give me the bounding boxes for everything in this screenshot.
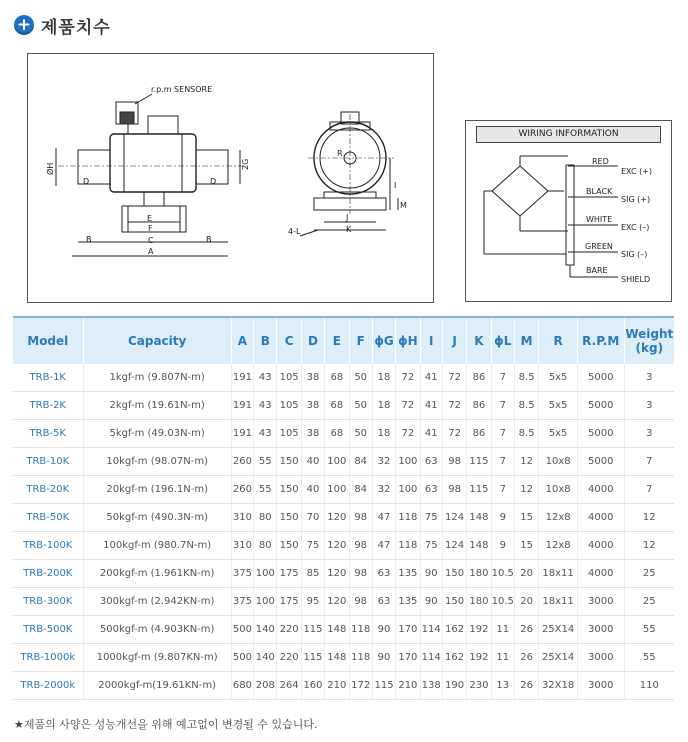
table-cell: 210	[325, 672, 349, 700]
dim-h: ØH	[46, 162, 55, 175]
table-row	[13, 588, 674, 616]
spec-table	[13, 316, 674, 700]
table-cell: 63	[420, 476, 442, 504]
table-cell: 3	[624, 392, 674, 420]
table-cell: 72	[396, 420, 420, 448]
table-cell: 4000	[577, 504, 624, 532]
table-header-row	[13, 317, 674, 364]
table-cell: 7	[491, 476, 514, 504]
table-cell: 7	[491, 420, 514, 448]
table-cell: 220	[277, 616, 301, 644]
table-cell: 98	[349, 588, 372, 616]
table-cell: 25X14	[539, 616, 578, 644]
table-cell: 68	[325, 364, 349, 392]
table-cell: 12	[514, 476, 538, 504]
table-cell: 100	[254, 588, 277, 616]
table-cell: 47	[372, 532, 395, 560]
table-cell: 4000	[577, 560, 624, 588]
table-cell: 10x8	[539, 476, 578, 504]
table-cell: 208	[254, 672, 277, 700]
table-cell: 80	[254, 532, 277, 560]
table-cell: 115	[301, 616, 324, 644]
table-cell: 7	[624, 448, 674, 476]
dim-l: 4-L	[288, 227, 301, 236]
model-cell: TRB-50K	[13, 504, 83, 532]
table-cell: 310	[231, 532, 253, 560]
table-cell: 300kgf-m (2.942KN-m)	[83, 588, 231, 616]
table-cell: 100	[325, 448, 349, 476]
table-cell: 100	[396, 448, 420, 476]
table-cell: 7	[491, 392, 514, 420]
table-cell: 115	[372, 672, 395, 700]
section-header	[14, 12, 111, 38]
table-cell: 191	[231, 420, 253, 448]
wire-green-signal: SIG (–)	[621, 250, 648, 259]
wire-white-color: WHITE	[586, 215, 613, 224]
table-cell: 20kgf-m (196.1N-m)	[83, 476, 231, 504]
table-cell: 264	[277, 672, 301, 700]
column-header: K	[467, 317, 491, 364]
table-row	[13, 644, 674, 672]
model-cell: TRB-300K	[13, 588, 83, 616]
table-cell: 20	[514, 588, 538, 616]
column-header: C	[277, 317, 301, 364]
table-row	[13, 672, 674, 700]
table-cell: 200kgf-m (1.961KN-m)	[83, 560, 231, 588]
table-cell: 150	[277, 532, 301, 560]
dim-e: E	[147, 214, 153, 223]
column-header: A	[231, 317, 253, 364]
table-cell: 100kgf-m (980.7N-m)	[83, 532, 231, 560]
dim-c: C	[148, 236, 154, 245]
table-cell: 70	[301, 504, 324, 532]
table-cell: 26	[514, 644, 538, 672]
table-cell: 38	[301, 420, 324, 448]
table-cell: 191	[231, 364, 253, 392]
table-cell: 86	[467, 392, 491, 420]
table-cell: 135	[396, 588, 420, 616]
table-cell: 124	[442, 532, 466, 560]
table-cell: 191	[231, 392, 253, 420]
table-cell: 375	[231, 560, 253, 588]
column-header: ϕL	[491, 317, 514, 364]
model-cell: TRB-500K	[13, 616, 83, 644]
column-header: Capacity	[83, 317, 231, 364]
wire-white-signal: EXC (–)	[621, 223, 650, 232]
wire-red-color: RED	[592, 157, 609, 166]
table-cell: 12x8	[539, 532, 578, 560]
table-cell: 55	[254, 476, 277, 504]
column-header: Weight (kg)	[624, 317, 674, 364]
table-cell: 63	[372, 588, 395, 616]
table-cell: 1000kgf-m (9.807KN-m)	[83, 644, 231, 672]
table-cell: 150	[277, 476, 301, 504]
table-cell: 11	[491, 616, 514, 644]
table-cell: 84	[349, 448, 372, 476]
table-cell: 8.5	[514, 364, 538, 392]
table-cell: 3000	[577, 616, 624, 644]
table-cell: 12	[624, 504, 674, 532]
table-cell: 118	[349, 644, 372, 672]
table-cell: 5000	[577, 392, 624, 420]
column-header: ϕH	[396, 317, 420, 364]
table-cell: 98	[442, 476, 466, 504]
table-cell: 4000	[577, 476, 624, 504]
table-cell: 162	[442, 644, 466, 672]
dimension-drawing	[27, 53, 434, 303]
table-cell: 47	[372, 504, 395, 532]
table-cell: 12	[514, 448, 538, 476]
table-cell: 148	[325, 644, 349, 672]
dim-b-left: B	[86, 235, 92, 244]
table-cell: 95	[301, 588, 324, 616]
table-cell: 10x8	[539, 448, 578, 476]
table-row	[13, 392, 674, 420]
table-cell: 7	[491, 364, 514, 392]
table-cell: 90	[372, 616, 395, 644]
table-row	[13, 560, 674, 588]
table-cell: 50	[349, 392, 372, 420]
table-cell: 140	[254, 616, 277, 644]
table-cell: 72	[396, 392, 420, 420]
table-cell: 25	[624, 560, 674, 588]
table-cell: 230	[467, 672, 491, 700]
table-row	[13, 504, 674, 532]
table-cell: 5kgf-m (49.03N-m)	[83, 420, 231, 448]
model-cell: TRB-10K	[13, 448, 83, 476]
table-cell: 105	[277, 392, 301, 420]
dimension-drawing-svg	[28, 54, 433, 302]
table-cell: 172	[349, 672, 372, 700]
table-cell: 120	[325, 588, 349, 616]
table-cell: 90	[372, 644, 395, 672]
table-cell: 90	[420, 588, 442, 616]
table-cell: 100	[254, 560, 277, 588]
column-header: B	[254, 317, 277, 364]
table-cell: 118	[349, 616, 372, 644]
table-cell: 40	[301, 448, 324, 476]
table-cell: 180	[467, 560, 491, 588]
table-cell: 13	[491, 672, 514, 700]
table-cell: 18x11	[539, 560, 578, 588]
table-cell: 150	[277, 448, 301, 476]
table-cell: 135	[396, 560, 420, 588]
table-cell: 26	[514, 616, 538, 644]
dim-m: M	[400, 201, 407, 210]
model-cell: TRB-200K	[13, 560, 83, 588]
table-cell: 38	[301, 364, 324, 392]
table-cell: 18x11	[539, 588, 578, 616]
table-cell: 115	[467, 448, 491, 476]
model-cell: TRB-100K	[13, 532, 83, 560]
table-cell: 170	[396, 616, 420, 644]
table-cell: 85	[301, 560, 324, 588]
table-cell: 3000	[577, 588, 624, 616]
table-cell: 3	[624, 364, 674, 392]
column-header: I	[420, 317, 442, 364]
table-cell: 98	[349, 532, 372, 560]
table-cell: 148	[325, 616, 349, 644]
table-cell: 84	[349, 476, 372, 504]
spec-note: ★제품의 사양은 성능개선을 위해 예고없이 변경될 수 있습니다.	[14, 718, 318, 731]
wire-red-signal: EXC (+)	[621, 167, 653, 176]
table-cell: 192	[467, 616, 491, 644]
model-cell: TRB-5K	[13, 420, 83, 448]
table-cell: 20	[514, 560, 538, 588]
table-cell: 75	[301, 532, 324, 560]
table-cell: 10kgf-m (98.07N-m)	[83, 448, 231, 476]
dim-a: A	[148, 247, 154, 256]
table-cell: 26	[514, 672, 538, 700]
dim-r: R	[337, 149, 343, 158]
column-header: R	[539, 317, 578, 364]
column-header: R.P.M	[577, 317, 624, 364]
table-cell: 98	[349, 560, 372, 588]
table-cell: 150	[442, 588, 466, 616]
table-cell: 150	[442, 560, 466, 588]
table-cell: 43	[254, 392, 277, 420]
table-row	[13, 532, 674, 560]
table-cell: 175	[277, 588, 301, 616]
table-cell: 162	[442, 616, 466, 644]
column-header: J	[442, 317, 466, 364]
table-cell: 260	[231, 476, 253, 504]
table-cell: 41	[420, 420, 442, 448]
table-cell: 140	[254, 644, 277, 672]
table-cell: 500	[231, 616, 253, 644]
column-header: E	[325, 317, 349, 364]
table-cell: 32	[372, 448, 395, 476]
table-cell: 72	[396, 364, 420, 392]
table-cell: 8.5	[514, 420, 538, 448]
table-row	[13, 476, 674, 504]
table-cell: 220	[277, 644, 301, 672]
table-cell: 18	[372, 392, 395, 420]
table-cell: 3000	[577, 644, 624, 672]
table-cell: 115	[301, 644, 324, 672]
wiring-title: WIRING INFORMATION	[476, 126, 661, 143]
table-cell: 115	[467, 476, 491, 504]
table-cell: 86	[467, 364, 491, 392]
table-cell: 18	[372, 364, 395, 392]
table-cell: 138	[420, 672, 442, 700]
table-cell: 124	[442, 504, 466, 532]
table-cell: 68	[325, 392, 349, 420]
table-cell: 32X18	[539, 672, 578, 700]
table-cell: 148	[467, 532, 491, 560]
model-cell: TRB-2000k	[13, 672, 83, 700]
wire-black-signal: SIG (+)	[621, 195, 651, 204]
table-cell: 86	[467, 420, 491, 448]
table-cell: 2000kgf-m(19.61KN-m)	[83, 672, 231, 700]
wire-bare-signal: SHIELD	[621, 275, 651, 284]
table-cell: 260	[231, 448, 253, 476]
table-cell: 375	[231, 588, 253, 616]
table-cell: 25X14	[539, 644, 578, 672]
table-cell: 50	[349, 420, 372, 448]
table-cell: 72	[442, 364, 466, 392]
table-cell: 75	[420, 504, 442, 532]
dim-b-right: B	[206, 235, 212, 244]
wire-black-color: BLACK	[586, 187, 613, 196]
table-cell: 43	[254, 364, 277, 392]
table-cell: 63	[420, 448, 442, 476]
table-cell: 680	[231, 672, 253, 700]
table-cell: 50kgf-m (490.3N-m)	[83, 504, 231, 532]
table-cell: 41	[420, 392, 442, 420]
plus-icon: +	[14, 15, 34, 35]
dim-k: K	[346, 225, 352, 234]
table-cell: 38	[301, 392, 324, 420]
model-cell: TRB-1000k	[13, 644, 83, 672]
table-cell: 5000	[577, 420, 624, 448]
sensor-label: r.p.m SENSORE	[151, 85, 213, 94]
wiring-diagram	[466, 121, 671, 301]
table-cell: 120	[325, 560, 349, 588]
table-cell: 8.5	[514, 392, 538, 420]
wire-bare-color: BARE	[586, 266, 608, 275]
table-cell: 120	[325, 504, 349, 532]
column-header: Model	[13, 317, 83, 364]
model-cell: TRB-1K	[13, 364, 83, 392]
table-cell: 190	[442, 672, 466, 700]
dim-d-right: D	[210, 177, 217, 186]
table-cell: 10.5	[491, 560, 514, 588]
table-cell: 3	[624, 420, 674, 448]
table-cell: 55	[624, 616, 674, 644]
table-cell: 9	[491, 504, 514, 532]
table-cell: 12	[624, 532, 674, 560]
table-cell: 9	[491, 532, 514, 560]
table-cell: 5000	[577, 364, 624, 392]
table-cell: 170	[396, 644, 420, 672]
column-header: M	[514, 317, 538, 364]
table-cell: 118	[396, 532, 420, 560]
table-cell: 12x8	[539, 504, 578, 532]
table-cell: 500	[231, 644, 253, 672]
table-cell: 10.5	[491, 588, 514, 616]
table-cell: 68	[325, 420, 349, 448]
table-cell: 500kgf-m (4.903KN-m)	[83, 616, 231, 644]
table-cell: 5x5	[539, 364, 578, 392]
table-cell: 18	[372, 420, 395, 448]
table-cell: 72	[442, 392, 466, 420]
table-cell: 15	[514, 532, 538, 560]
wire-green-color: GREEN	[585, 242, 613, 251]
model-cell: TRB-2K	[13, 392, 83, 420]
table-cell: 15	[514, 504, 538, 532]
table-row	[13, 448, 674, 476]
table-cell: 75	[420, 532, 442, 560]
table-cell: 148	[467, 504, 491, 532]
table-cell: 32	[372, 476, 395, 504]
table-cell: 55	[624, 644, 674, 672]
table-cell: 180	[467, 588, 491, 616]
wiring-information-panel	[465, 120, 672, 302]
table-cell: 114	[420, 616, 442, 644]
table-row	[13, 420, 674, 448]
model-cell: TRB-20K	[13, 476, 83, 504]
table-cell: 105	[277, 364, 301, 392]
table-cell: 4000	[577, 532, 624, 560]
table-row	[13, 364, 674, 392]
table-cell: 114	[420, 644, 442, 672]
table-cell: 55	[254, 448, 277, 476]
section-title: 제품치수	[41, 17, 111, 38]
dim-f: F	[148, 224, 153, 233]
table-cell: 310	[231, 504, 253, 532]
table-cell: 50	[349, 364, 372, 392]
column-header: ϕG	[372, 317, 395, 364]
dim-i: I	[394, 181, 397, 190]
table-cell: 118	[396, 504, 420, 532]
table-cell: 41	[420, 364, 442, 392]
table-cell: 105	[277, 420, 301, 448]
table-row	[13, 616, 674, 644]
table-cell: 5000	[577, 448, 624, 476]
table-cell: 98	[349, 504, 372, 532]
table-cell: 210	[396, 672, 420, 700]
table-cell: 1kgf-m (9.807N-m)	[83, 364, 231, 392]
table-cell: 160	[301, 672, 324, 700]
table-cell: 40	[301, 476, 324, 504]
table-cell: 63	[372, 560, 395, 588]
table-cell: 72	[442, 420, 466, 448]
table-cell: 7	[624, 476, 674, 504]
table-body	[13, 364, 674, 700]
table-cell: 7	[491, 448, 514, 476]
dim-d-left: D	[83, 177, 90, 186]
table-cell: 150	[277, 504, 301, 532]
table-cell: 100	[396, 476, 420, 504]
table-cell: 175	[277, 560, 301, 588]
table-cell: 192	[467, 644, 491, 672]
table-cell: 2kgf-m (19.61N-m)	[83, 392, 231, 420]
dim-g: 2G	[241, 158, 250, 170]
table-cell: 90	[420, 560, 442, 588]
table-cell: 120	[325, 532, 349, 560]
column-header: F	[349, 317, 372, 364]
table-cell: 25	[624, 588, 674, 616]
table-cell: 98	[442, 448, 466, 476]
table-cell: 43	[254, 420, 277, 448]
table-cell: 80	[254, 504, 277, 532]
table-cell: 5x5	[539, 420, 578, 448]
table-cell: 5x5	[539, 392, 578, 420]
table-cell: 11	[491, 644, 514, 672]
table-cell: 3000	[577, 672, 624, 700]
dim-j: J	[346, 213, 349, 222]
column-header: D	[301, 317, 324, 364]
table-cell: 100	[325, 476, 349, 504]
table-cell: 110	[624, 672, 674, 700]
